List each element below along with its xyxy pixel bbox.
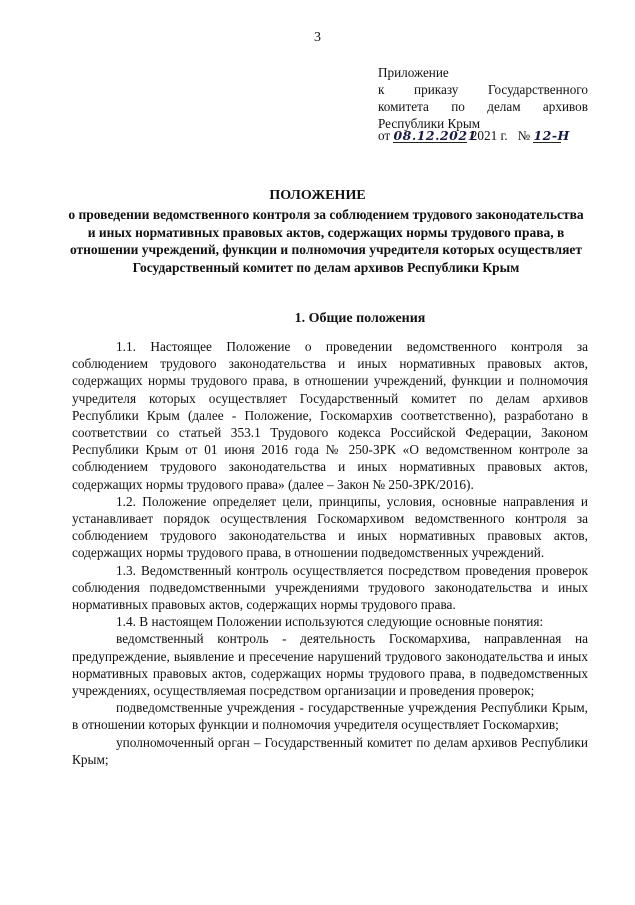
appendix-line-4: Республики Крым (378, 116, 481, 131)
document-subtitle: о проведении ведомственного контроля за соблюдением трудового законодательства и иных нормативных правовых актов, содержащих нормы трудового права, в отношении учреждений, функции и полномочия учредителя которых осуществляет Государственный комитет по делам архивов Республики Крым (68, 207, 584, 275)
paragraph-1-2: 1.2. Положение определяет цели, принципы, условия, основные направления и устанавливает порядок осуществления Госкомархивом ведомственного контроля за соблюдением трудового законодательства и иных нормативных правовых актов, содержащих нормы трудового права, в отношении подведомственных учреждений. (72, 493, 588, 561)
definition-subordinate-institutions: подведомственные учреждения - государственные учреждения Республики Крым, в отношении которых функции и полномочия учредителя осуществляет Госкомархив; (72, 700, 588, 733)
paragraph-1-3: 1.3. Ведомственный контроль осуществляется посредством проведения проверок соблюдения подведомственными учреждениями трудового законодательства и иных нормативных правовых актов, содержащих нормы трудового права. (72, 562, 588, 613)
number-prefix: № (517, 128, 531, 143)
appendix-line-3: комитета по делам архивов (378, 99, 588, 114)
year-suffix: 2021 г. (470, 128, 508, 143)
appendix-line-1: Приложение (378, 65, 449, 80)
appendix-block (378, 64, 588, 132)
section-heading: 1. Общие положения (294, 311, 426, 326)
appendix-date-row (378, 127, 590, 144)
handwritten-date: 08.12.2021 (393, 128, 477, 143)
body-text (72, 338, 588, 768)
handwritten-number: 12-Н (533, 128, 570, 143)
definition-departmental-control: ведомственный контроль - деятельность Госкомархива, направленная на предупреждение, выявление и пресечение нарушений трудового законодательства и иных нормативных правовых актов, содержащих нормы трудового права, в подведомственных учреждениях, осуществляемая посредством организации и проведения проверок; (72, 631, 588, 699)
paragraph-1-4: 1.4. В настоящем Положении используются следующие основные понятия: (116, 614, 544, 630)
date-prefix: от (378, 128, 391, 143)
definition-authorized-body: уполномоченный орган – Государственный комитет по делам архивов Республики Крым; (72, 734, 588, 767)
appendix-line-2: к приказу Государственного (378, 82, 588, 97)
document-title: ПОЛОЖЕНИЕ (269, 188, 366, 203)
paragraph-1-1: 1.1. Настоящее Положение о проведении ведомственного контроля за соблюдением трудового законодательства и иных нормативных правовых актов, содержащих нормы трудового права, в отношении учреждений, функции и полномочия учредителя которых осуществляет Государственный комитет по делам архивов Республики Крым (далее - Положение, Госкомархив соответственно), разработано в соответствии со статьей 353.1 Трудового кодекса Российской Федерации, Законом Республики Крым от 01 июня 2016 года № 250-ЗРК «О ведомственном контроле за соблюдением трудового законодательства и иных нормативных правовых актов, содержащих нормы трудового права» (далее – Закон № 250-ЗРК/2016). (72, 339, 588, 492)
page-number: 3 (314, 30, 321, 45)
